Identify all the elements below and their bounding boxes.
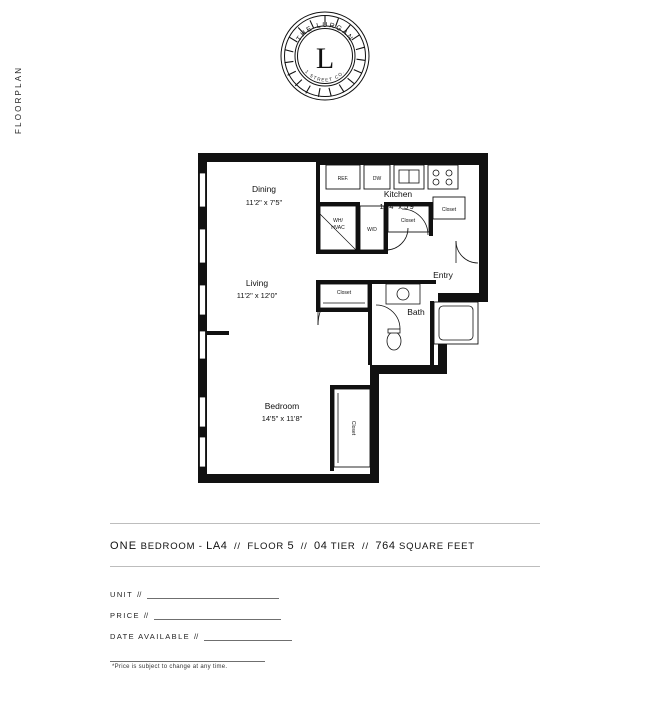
brand-logo bbox=[275, 8, 375, 104]
room-name-living: Living bbox=[245, 278, 269, 288]
form-label-price: PRICE bbox=[110, 611, 140, 620]
fixture-label-hvac: HVAC bbox=[331, 225, 345, 231]
room-dim-living: 11'2" x 12'0" bbox=[236, 291, 278, 300]
spec-separator-2: // bbox=[300, 541, 308, 552]
room-name-bedroom: Bedroom bbox=[264, 401, 300, 411]
spec-tier-label: TIER bbox=[330, 541, 356, 552]
room-name-kitchen: Kitchen bbox=[383, 189, 413, 199]
spec-floor-number: 5 bbox=[287, 540, 295, 552]
form-slash-date-available: // bbox=[194, 632, 199, 641]
room-name-dining: Dining bbox=[251, 184, 277, 194]
room-dim-kitchen: 15'4" x 5'9" bbox=[379, 202, 417, 211]
form-label-unit: UNIT bbox=[110, 590, 134, 599]
spec-separator-1: // bbox=[233, 541, 241, 552]
price-disclaimer: *Price is subject to change at any time. bbox=[112, 664, 228, 670]
form-row-date-available bbox=[110, 620, 550, 641]
room-name-bath: Bath bbox=[407, 307, 425, 317]
form-label-date-available: DATE AVAILABLE bbox=[110, 632, 191, 641]
fixture-label-closet-entry: Closet bbox=[400, 218, 416, 224]
unit-spec-line bbox=[110, 540, 550, 552]
page-orientation-label: FLOORPLAN bbox=[14, 65, 23, 134]
form-input-date-available[interactable] bbox=[204, 632, 292, 641]
spec-floor-label: FLOOR bbox=[247, 541, 285, 552]
spec-divider-bottom bbox=[110, 566, 540, 567]
spec-dash: - bbox=[198, 541, 203, 552]
spec-one: ONE bbox=[110, 540, 138, 552]
spec-area-number: 764 bbox=[375, 540, 396, 552]
form-input-price[interactable] bbox=[154, 611, 281, 620]
inquiry-form bbox=[110, 578, 550, 662]
room-dim-dining: 11'2" x 7'5" bbox=[245, 198, 283, 207]
fixture-label-refrigerator: REF. bbox=[337, 176, 349, 182]
spec-unit-type: LA4 bbox=[206, 540, 228, 552]
form-row-price bbox=[110, 599, 550, 620]
fixture-label-washer-dryer: W/D bbox=[367, 227, 377, 233]
room-name-entry: Entry bbox=[433, 270, 453, 280]
form-input-unit[interactable] bbox=[147, 590, 279, 599]
spec-tier-number: 04 bbox=[314, 540, 328, 552]
form-slash-price: // bbox=[143, 611, 149, 620]
logo-top-text: THE LURGAN bbox=[295, 21, 355, 43]
spec-divider-top bbox=[110, 523, 540, 524]
form-input-notes[interactable] bbox=[110, 653, 265, 662]
fixture-label-closet-foyer: Closet bbox=[441, 207, 457, 213]
fixture-label-closet-living: Closet bbox=[336, 290, 352, 296]
room-dim-bedroom: 14'5" x 11'8" bbox=[261, 414, 303, 423]
logo-bottom-text: 1 STREET CO. bbox=[304, 69, 346, 83]
fixture-label-closet-bedroom: Closet bbox=[350, 420, 356, 436]
form-row-unit bbox=[110, 578, 550, 599]
spec-area-label: SQUARE FEET bbox=[399, 541, 475, 552]
form-slash-unit: // bbox=[137, 590, 142, 599]
logo-monogram: L bbox=[315, 42, 335, 75]
floorplan-drawing bbox=[190, 145, 500, 495]
kitchen-appliances bbox=[326, 165, 458, 189]
spec-bedroom: BEDROOM bbox=[140, 541, 196, 552]
form-row-notes bbox=[110, 641, 550, 662]
fixture-label-water-heater: WH/ bbox=[333, 218, 343, 224]
fixture-label-dishwasher: DW bbox=[372, 176, 382, 182]
spec-separator-3: // bbox=[362, 541, 369, 552]
